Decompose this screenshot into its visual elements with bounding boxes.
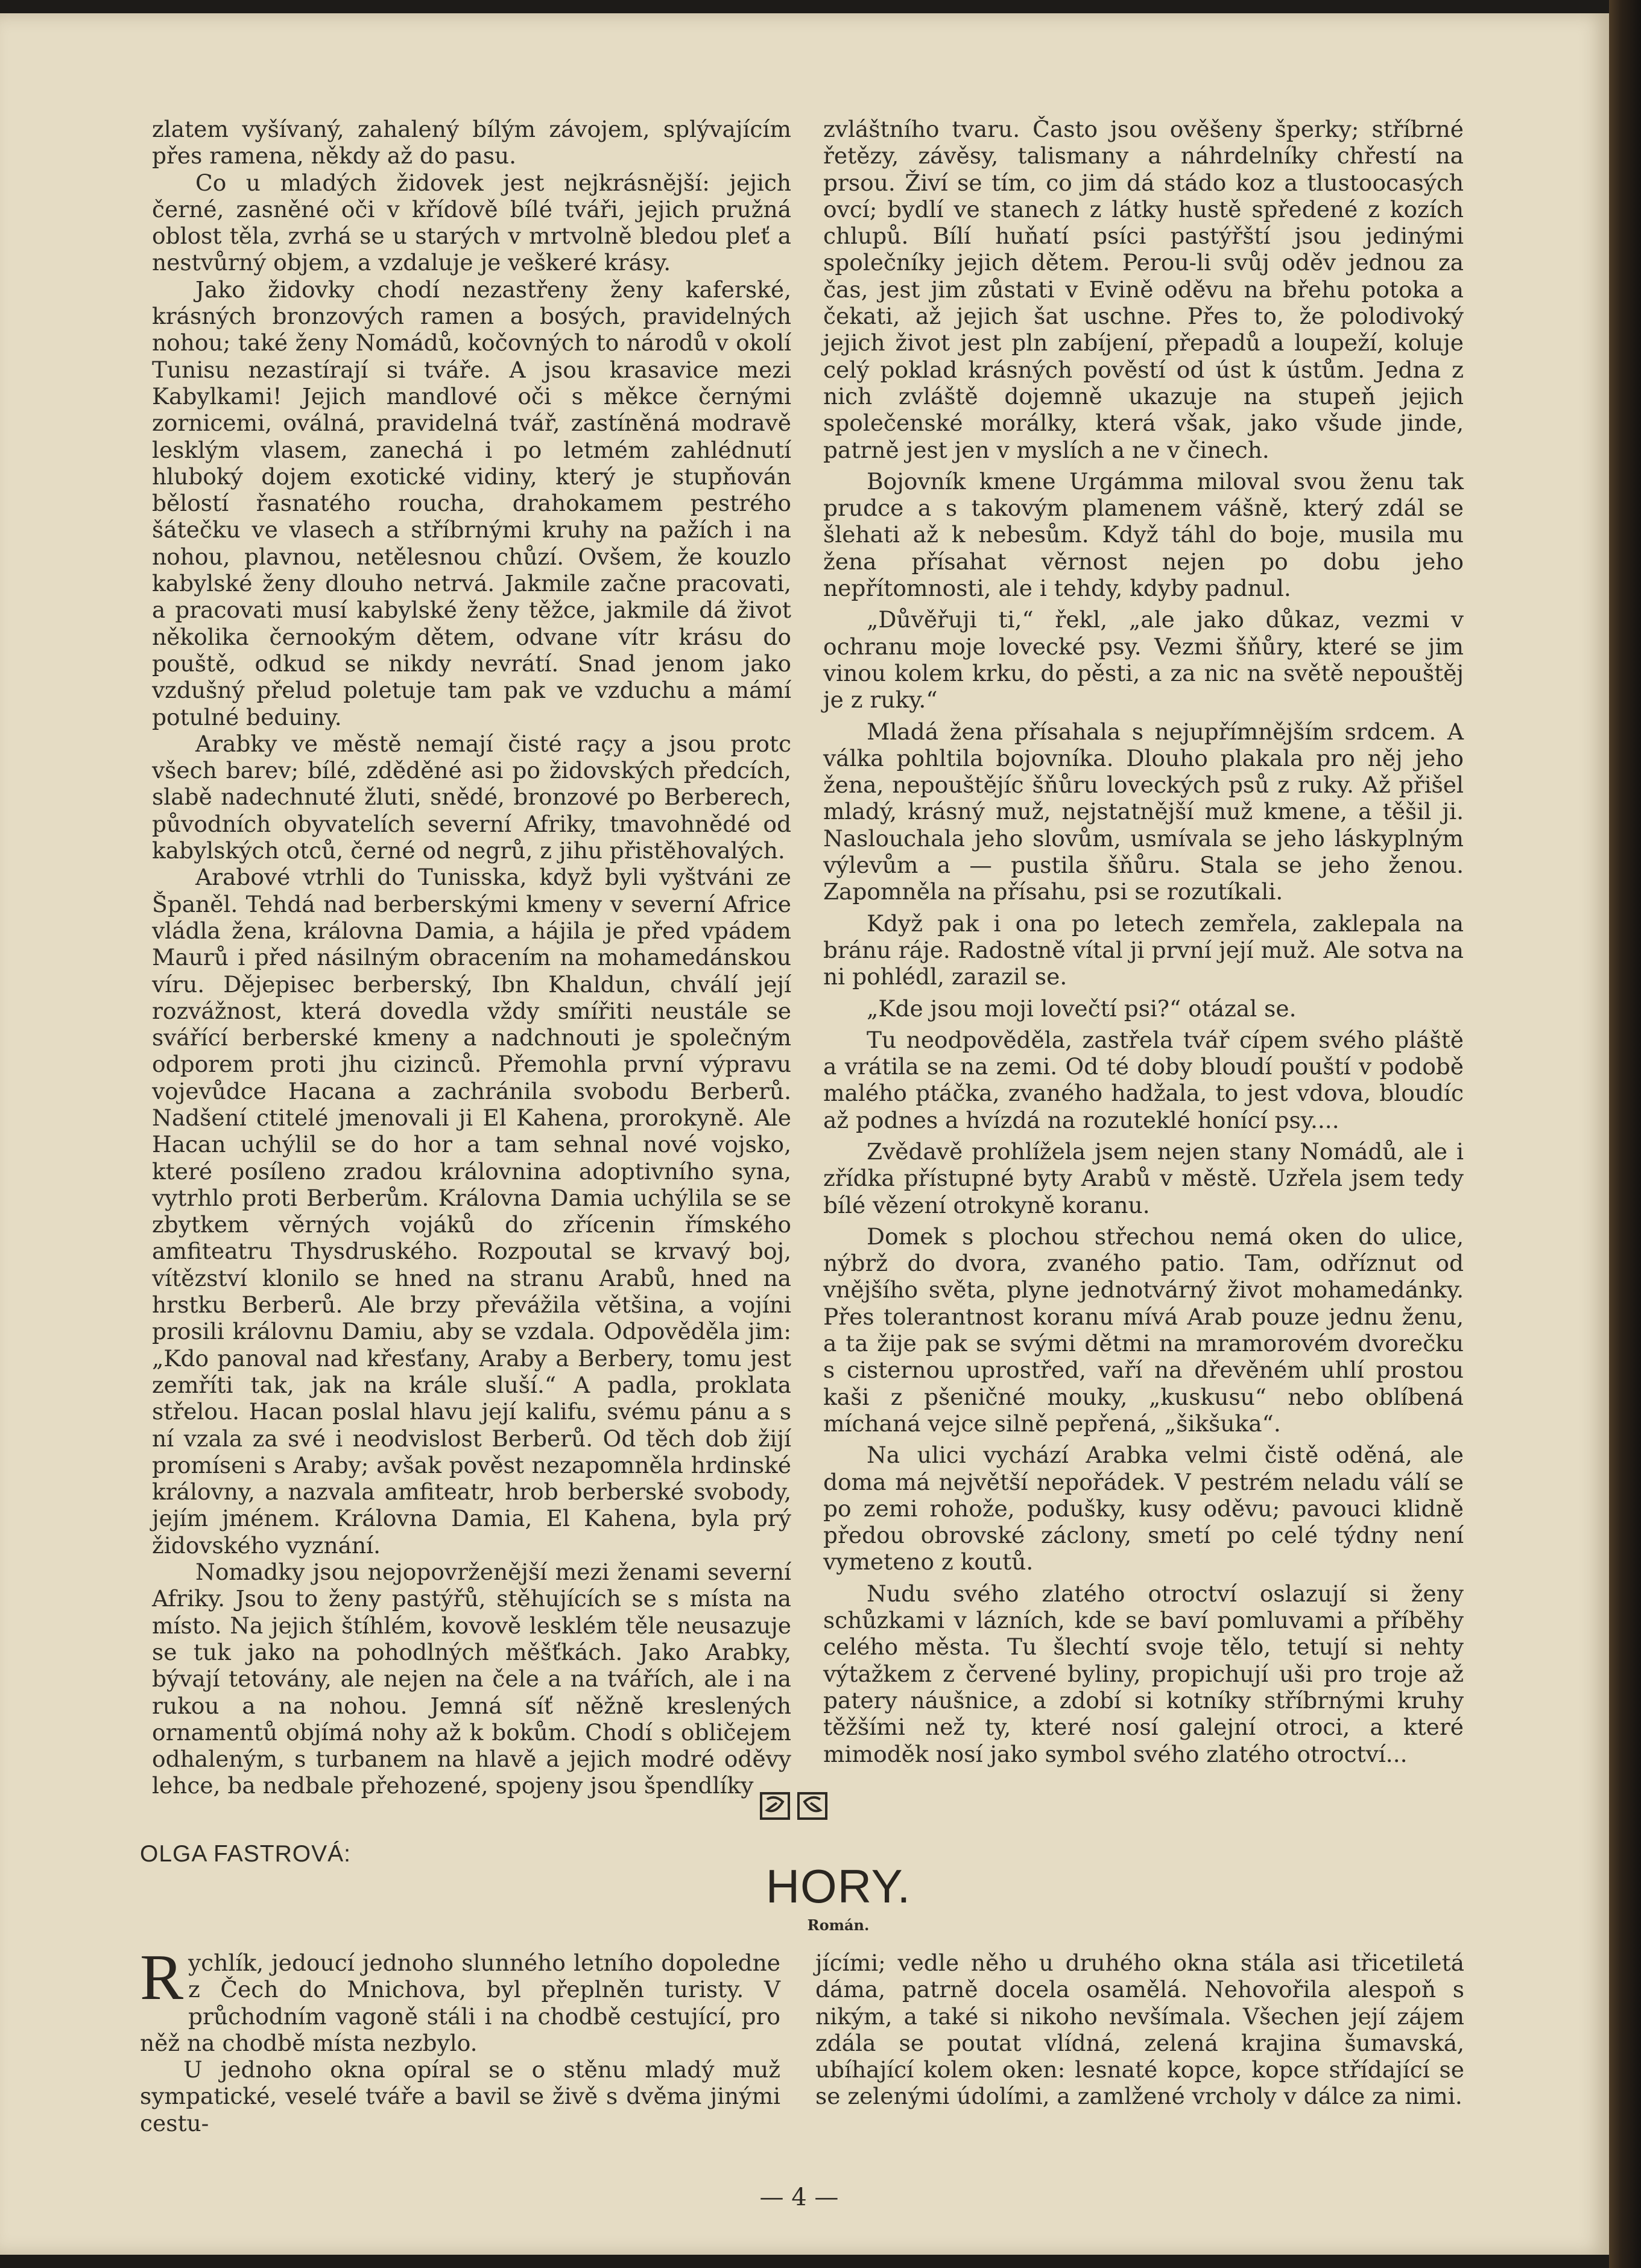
paragraph: Na ulici vychází Arabka velmi čistě oděná, ale doma má největší nepořádek. V pestrém neladu válí se po zemi rohože, podušky, kusy oděvu; pavouci klidně předou obrovské záclony, smetí po celé týdny není vymeteno z koutů. (823, 1442, 1464, 1576)
story-paragraph: U jednoho okna opíral se o stěnu mladý muž sympatické, veselé tváře a bavil se živě s dvěma jinými cestu- (140, 2056, 780, 2137)
story-paragraph (140, 1942, 780, 2056)
paragraph: zlatem vyšívaný, zahalený bílým závojem, splývajícím přes ramena, někdy až do pasu. (152, 116, 791, 169)
paragraph: Jako židovky chodí nezastřeny ženy kaferské, krásných bronzových ramen a bosých, pravidelných nohou; také ženy Nomádů, kočovných to národů v okolí Tunisu nezastírají si tváře. A jsou krasavice mezi Kabylkami! Jejich mandlové oči s měkce černými zornicemi, oválná, pravidelná tvář, zastíněná modravě lesklým vlasem, zanechá i po letmém zahlédnutí hluboký dojem exotické vidiny, který je stupňován bělostí řasnatého roucha, drahokamem pestrého šátečku ve vlasech a stříbrnými kruhy na pažích i na nohou, plavnou, netělesnou chůzí. Ovšem, že kouzlo kabylské ženy dlouho netrvá. Jakmile začne pracovati, a pracovati musí kabylské ženy těžce, jakmile dá život několika černookým dětem, odvane vítr krásu do pouště, odkud se nikdy nevrátí. Snad jenom jako vzdušný přelud poletuje tam pak ve vzduchu a mámí potulné beduiny. (152, 276, 791, 730)
paragraph: Mladá žena přísahala s nejupřímnějším srdcem. A válka pohltila bojovníka. Dlouho plakala pro něj jeho žena, nepouštějíc šňůru loveckých psů z ruky. Až přišel mladý, krásný muž, nejstatnější muž kmene, a těšil ji. Naslouchala jeho slovům, usmívala se jeho láskyplným výlevům a — pustila šňůru. Stala se jeho ženou. Zapomněla na přísahu, psi se rozutíkali. (823, 718, 1464, 905)
paragraph: Zvědavě prohlížela jsem nejen stany Nomádů, ale i zřídka přístupné byty Arabů v městě. Uzřela jsem tedy bílé vězení otrokyně koranu. (823, 1138, 1464, 1218)
author-name: OLGA FASTROVÁ: (140, 1841, 351, 1867)
story-left-column (140, 1942, 780, 2137)
paragraph: Arabové vtrhli do Tunisska, když byli vyštváni ze Španěl. Tehdá nad berberskými kmeny v severní Africe vládla žena, královna Damia, a hájila je před vpádem Maurů i před násilným obracením na mohamedánskou víru. Dějepisec berberský, Ibn Khaldun, chválí její rozvážnost, která dovedla vždy smířiti neustále se svářící berberské kmeny a nadchnouti je společným odporem proti jhu cizinců. Přemohla první výpravu vojevůdce Hacana a zachránila svobodu Berberů. Nadšení ctitelé jmenovali ji El Kahena, prorokyně. Ale Hacan uchýlil se do hor a tam sehnal nové vojsko, které posíleno zradou královnina adoptivního syna, vytrhlo proti Berberům. Královna Damia uchýlila se se zbytkem věrných vojáků do zřícenin římského amfiteatru Thysdruského. Rozpoutal se krvavý boj, vítězství klonilo se hned na stranu Arabů, hned na hrstku Berberů. Ale brzy převážila většina, a vojíni prosili královnu Damiu, aby se vzdala. Odpověděla jim: „Kdo panoval nad křesťany, Araby a Berbery, tomu jest zemříti tak, jak na krále sluší.“ A padla, proklata střelou. Hacan poslal hlavu její kalifu, svému pánu a s ní vzala za své i neodvislost Berberů. Od těch dob žijí promíseni s Araby; avšak pověst nezapomněla hrdinské královny, a nazvala amfiteatr, hrob berberské svobody, jejím jménem. Královna Damia, El Kahena, byla prý židovského vyznání. (152, 864, 791, 1559)
story-right-column (815, 1950, 1464, 2110)
paragraph: „Důvěřuji ti,“ řekl, „ale jako důkaz, vezmi v ochranu moje lovecké psy. Vezmi šňůry, které se jim vinou kolem krku, do pěsti, a za nic na světě nepouštěj je z ruky.“ (823, 606, 1464, 714)
page-number: — 4 — (759, 2184, 839, 2211)
paragraph: „Kde jsou moji lovečtí psi?“ otázal se. (867, 995, 1297, 1022)
magazine-page (0, 13, 1609, 2255)
paragraph: Co u mladých židovek jest nejkrásnější: jejich černé, zasněné oči v křídově bílé tváři, jejich pružná oblost těla, zvrhá se u starých v mrtvolně bledou pleť a nestvůrný objem, a vzdaluje je veškeré krásy. (152, 169, 791, 276)
section-ornament-icon (759, 1790, 829, 1822)
story-subtitle: Román. (807, 1916, 870, 1934)
paragraph: zvláštního tvaru. Často jsou ověšeny šperky; stříbrné řetězy, závěsy, talismany a náhrdelníky chřestí na prsou. Živí se tím, co jim dá stádo koz a tlustoocasých ovcí; bydlí ve stanech z látky hustě spředené z kozích chlupů. Bílí huňatí psíci pastýřští jsou jedinými společníky jejich dětem. Perou-li svůj oděv jednou za čas, jest jim zůstati v Evině oděvu na břehu potoka a čekati, až jejich šat uschne. Přes to, že polodivoký jejich život jest pln zabíjení, přepadů a loupeží, koluje celý poklad krásných pověstí od úst k ústům. Jedna z nich zvláště dojemně ukazuje na stupeň jejich společenské morálky, která však, jako všude jinde, patrně jest jen v myslích a ne v činech. (823, 116, 1464, 463)
left-column (152, 116, 791, 1799)
right-column (823, 116, 1464, 1772)
paragraph: Nomadky jsou nejopovrženější mezi ženami severní Afriky. Jsou to ženy pastýřů, stěhujících se s místa na místo. Na jejich štíhlém, kovově lesklém těle neusazuje se tuk jako na pohodlných měšťkách. Jako Arabky, bývají tetovány, ale nejen na čele a na tvářích, ale i na rukou a na nohou. Jemná síť něžně kreslených ornamentů objímá nohy až k bokům. Chodí s obličejem odhaleným, s turbanem na hlavě a jejich modré oděvy lehce, ba nedbale přehozené, spojeny jsou špendlíky (152, 1559, 791, 1799)
story-paragraph: jícími; vedle něho u druhého okna stála asi třicetiletá dáma, patrně docela osamělá. Nehovořila alespoň s nikým, a také si nikoho nevšímala. Všechen její zájem zdála se poutat vlídná, zelená krajina šumavská, ubíhající kolem oken: lesnaté kopce, kopce střídající se se zelenými údolími, a zamlžené vrcholy v dálce za nimi. (815, 1950, 1464, 2110)
book-spine (1609, 0, 1641, 2268)
story-title: HORY. (765, 1860, 911, 1913)
paragraph: Bojovník kmene Urgámma miloval svou ženu tak prudce a s takovým plamenem vášně, který zdál se šlehati až k nebesům. Když táhl do boje, musila mu žena přísahat věrnost nejen po dobu jeho nepřítomnosti, ale i tehdy, kdyby padnul. (823, 467, 1464, 602)
paragraph: Arabky ve městě nemají čisté raçy a jsou protc všech barev; bílé, zděděné asi po židovských předcích, slabě nadechnuté žluti, snědé, bronzové po Berberech, původních obyvatelích severní Afriky, tmavohnědé od kabylských otců, černé od negrů, z jihu přistěhovalých. (152, 730, 791, 864)
paragraph: Když pak i ona po letech zemřela, zaklepala na bránu ráje. Radostně vítal ji první její muž. Ale sotva na ni pohlédl, zarazil se. (823, 910, 1464, 990)
paragraph: Tu neodpověděla, zastřela tvář cípem svého pláště a vrátila se na zemi. Od té doby bloudí pouští v podobě malého ptáčka, zvaného hadžala, to jest vdova, bloudíc až podnes a hvízdá na rozuteklé honící psy.... (823, 1026, 1464, 1133)
drop-cap: R (140, 1942, 184, 2013)
paragraph: Nudu svého zlatého otroctví oslazují si ženy schůzkami v lázních, kde se baví pomluvami a příběhy celého města. Tu šlechtí svoje tělo, tetují si nehty výtažkem z červené byliny, propichují uši pro troje až patery náušnice, a zdobí si kotníky stříbrnými kruhy těžšími než ty, které nosí galejní otroci, a které mimoděk nosí jako symbol svého zlatého otroctví... (823, 1580, 1464, 1767)
story-paragraph-text: ychlík, jedoucí jednoho slunného letního dopoledne z Čech do Mnichova, byl přeplněn turisty. V průchodním vagoně stáli i na chodbě cestující, pro něž na chodbě místa nezbylo. (140, 1950, 780, 2056)
paragraph: Domek s plochou střechou nemá oken do ulice, nýbrž do dvora, zvaného patio. Tam, odříznut od vnějšího světa, plyne jednotvárný život mohamedánky. Přes tolerantnost koranu mívá Arab pouze jednu ženu, a ta žije pak se svými dětmi na mramorovém dvorečku s cisternou uprostřed, vaří na dřevěném uhlí prostou kaši z pšeničné mouky, „kuskusu“ nebo oblíbená míchaná vejce silně pepřená, „šikšuka“. (823, 1223, 1464, 1437)
